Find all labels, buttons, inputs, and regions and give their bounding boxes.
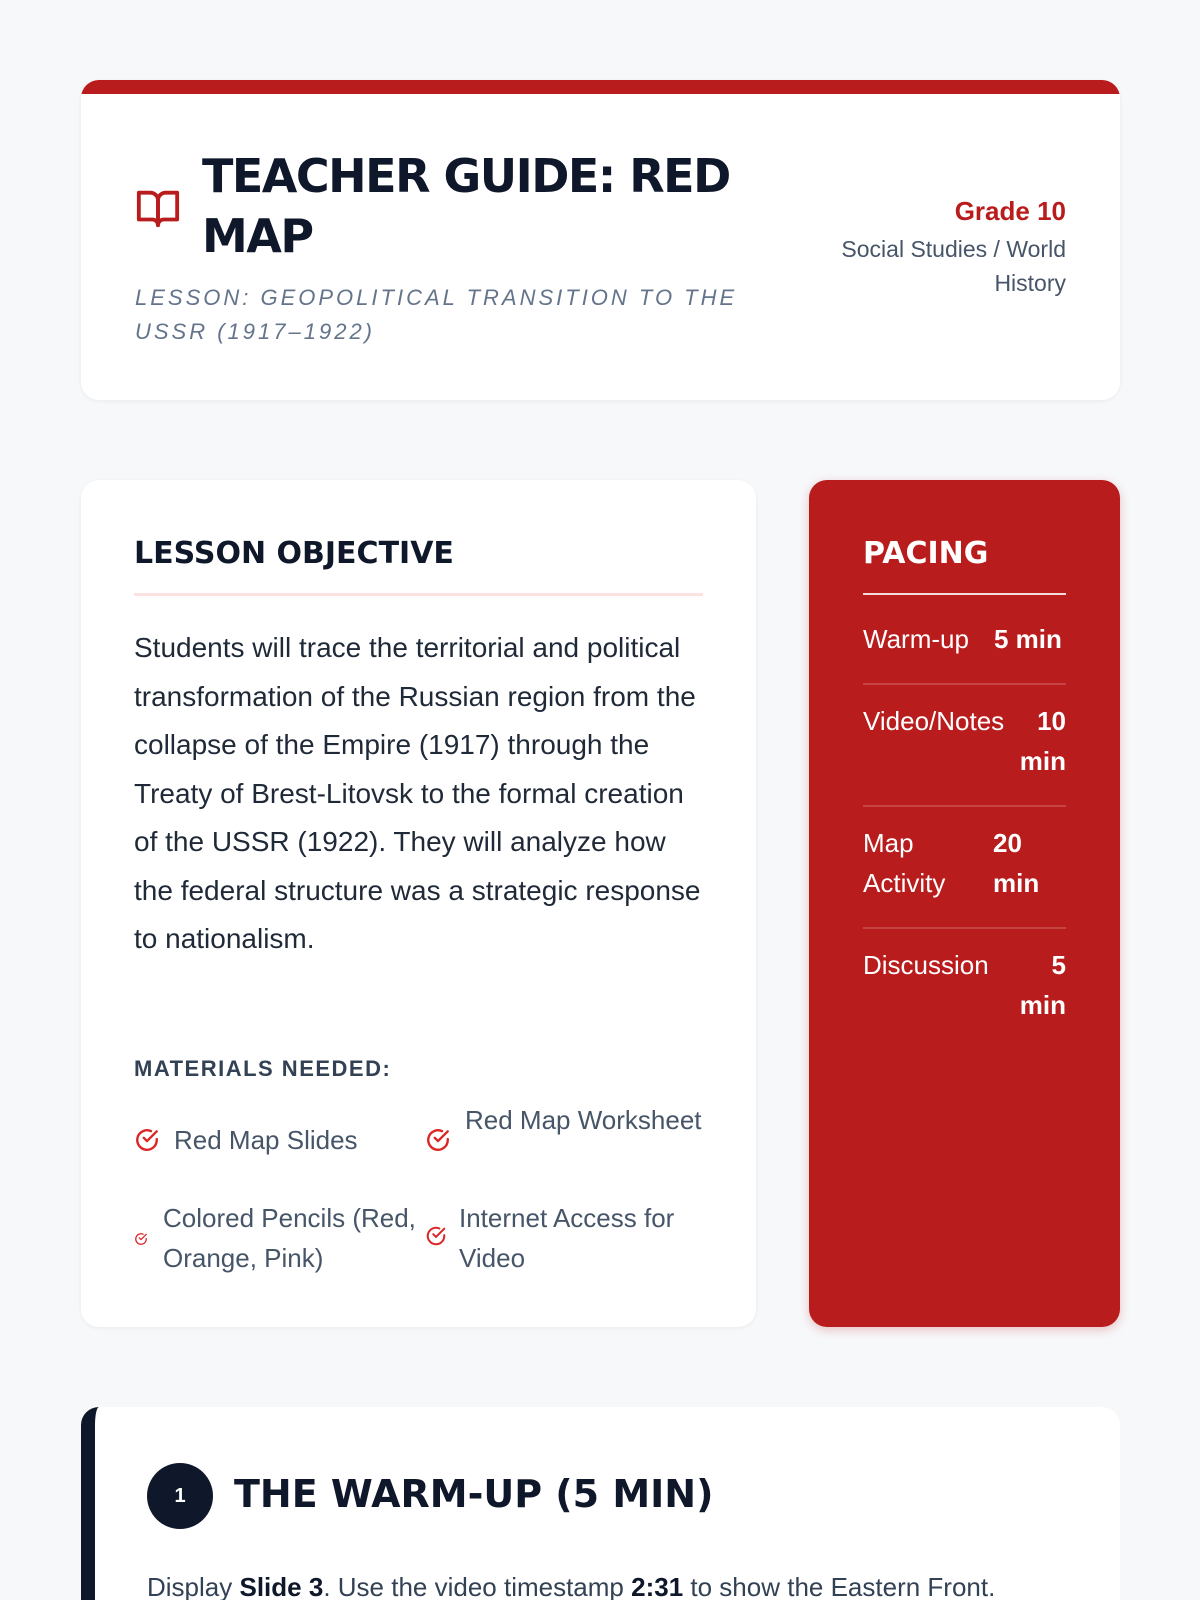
video-timestamp: 2:31 [631,1572,684,1600]
check-circle-icon [134,1127,160,1153]
warm-up-section [81,1407,1120,1600]
lesson-objective-card [81,480,756,1327]
warm-up-title: THE WARM-UP (5 MIN) [234,1472,714,1516]
pacing-row-warm-up [863,619,1066,685]
open-book-icon [135,185,181,231]
material-item [134,1198,424,1278]
header-card [81,80,1120,400]
pacing-duration: 5 min [994,624,1062,654]
material-label: Red Map Slides [174,1125,358,1155]
material-item [134,1120,404,1160]
check-circle-icon [134,1232,148,1246]
lesson-subtitle: LESSON: GEOPOLITICAL TRANSITION TO THE USSR (1917–1922) [135,285,738,344]
material-label: Colored Pencils (Red, Orange, Pink) [163,1203,416,1273]
pacing-duration: 10 min [1019,706,1066,776]
warm-up-instructions [147,1567,1120,1600]
pacing-row-video-notes [863,701,1066,807]
subject-label: Social Studies / World History [841,236,1066,296]
check-circle-icon [425,1127,451,1153]
material-item [425,1198,710,1278]
material-item [425,1100,705,1140]
pacing-activity: Warm-up [863,624,969,654]
objective-text: Students will trace the territorial and political transformation of the Russian region from the collapse of the Empire (1917) through the Treaty of Brest-Litovsk to the formal creation of the USSR (1922). They will analyze how the federal structure was a strategic response to nationalism. [134,632,701,954]
pacing-duration: 5 min [1019,950,1066,1020]
pacing-duration: 20 min [993,828,1040,898]
objective-divider [134,593,703,596]
page-title: TEACHER GUIDE: RED MAP [202,149,730,263]
pacing-activity: Discussion [863,950,989,980]
pacing-divider [863,593,1066,595]
instruction-text: Display [147,1572,240,1600]
pacing-heading: PACING [863,536,989,571]
slide-reference: Slide 3 [239,1572,324,1600]
objective-heading: LESSON OBJECTIVE [134,536,454,571]
pacing-row-discussion [863,945,1066,1035]
pacing-card [809,480,1120,1327]
header-accent-bar [81,80,1120,94]
pacing-activity: Map Activity [863,828,946,898]
pacing-row-map-activity [863,823,1066,929]
material-label: Red Map Worksheet [465,1105,702,1135]
instruction-text: to show the Eastern Front. [683,1572,996,1600]
materials-heading: MATERIALS NEEDED: [134,1056,392,1081]
pacing-activity: Video/Notes [863,706,1005,736]
grade-label: Grade 10 [954,196,1066,226]
step-number-badge: 1 [147,1463,213,1529]
instruction-text: . Use the video timestamp [323,1572,632,1600]
material-label: Internet Access for Video [459,1203,675,1273]
check-circle-icon [425,1225,447,1247]
